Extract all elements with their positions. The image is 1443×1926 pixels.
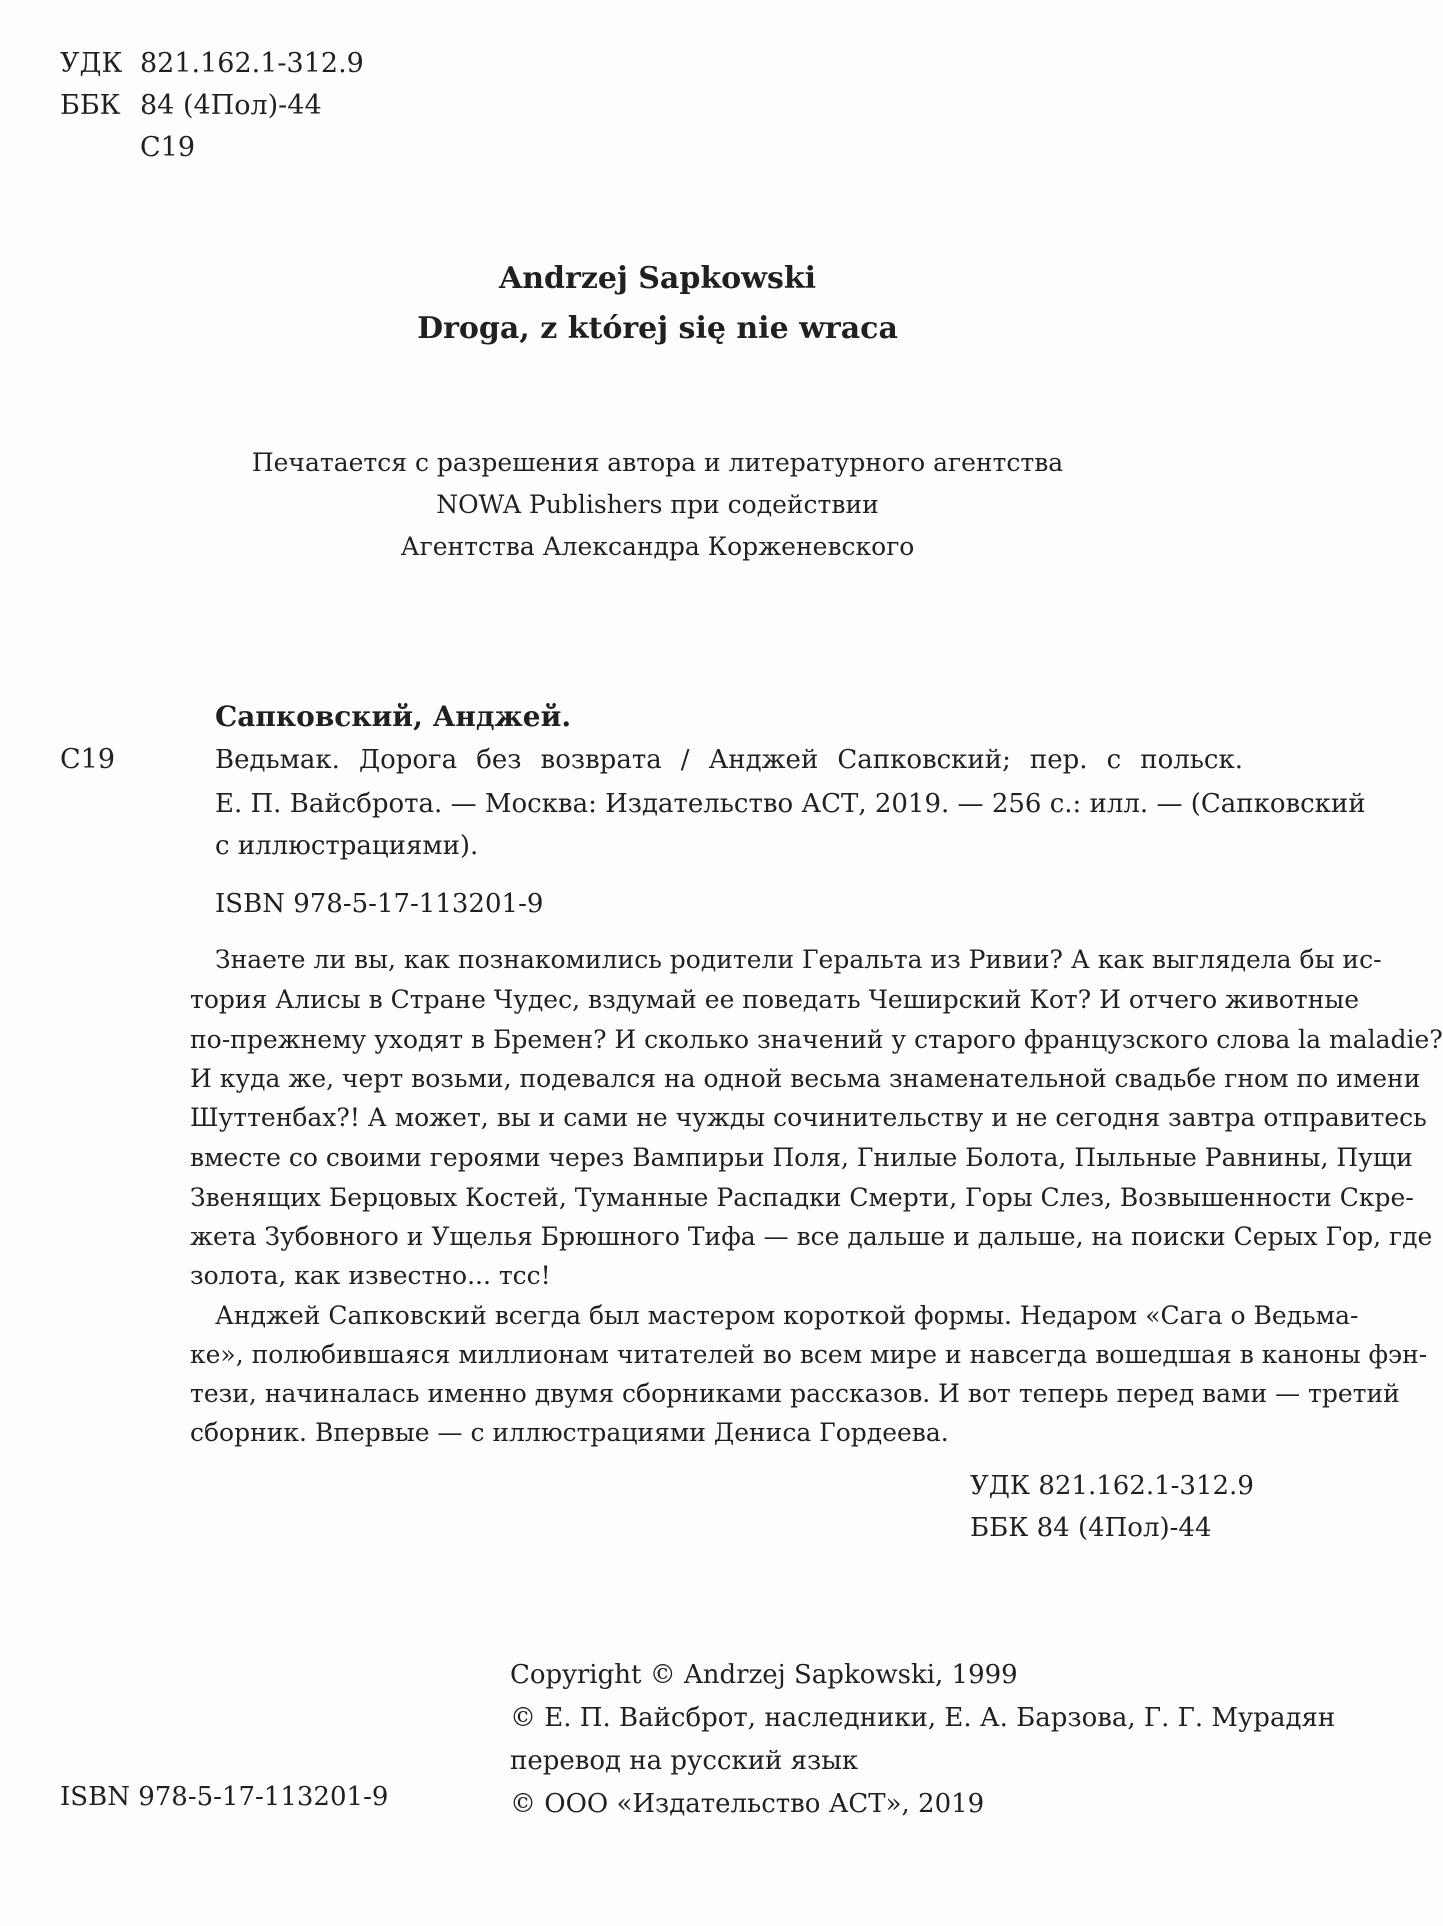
catalog-isbn: ISBN 978-5-17-113201-9 bbox=[215, 889, 544, 919]
copyright-line: © Е. П. Вайсброт, наследники, Е. А. Барзова, Г. Г. Мурадян bbox=[510, 1703, 1336, 1733]
annotation-line: вместе со своими героями через Вампирьи Поля, Гнилые Болота, Пыльные Равнины, Пущи bbox=[190, 1143, 1413, 1172]
annotation-line: по-прежнему уходят в Бремен? И сколько значений у старого французского слова la maladie? bbox=[190, 1025, 1443, 1054]
annotation-line: Знаете ли вы, как познакомились родители Геральта из Ривии? А как выглядела бы ис- bbox=[215, 945, 1382, 974]
annotation-line: тория Алисы в Стране Чудес, вздумай ее поведать Чеширский Кот? И отчего животные bbox=[190, 985, 1360, 1014]
udk-key: УДК bbox=[60, 48, 123, 79]
bbk-right: ББК 84 (4Пол)-44 bbox=[970, 1513, 1212, 1543]
copyright-line: © ООО «Издательство АСТ», 2019 bbox=[510, 1789, 985, 1819]
author-mark: С19 bbox=[140, 132, 196, 163]
permission-line-2: NOWA Publishers при содействии bbox=[436, 490, 879, 519]
catalog-author-heading: Сапковский, Анджей. bbox=[215, 700, 572, 733]
permission-line-3: Агентства Александра Корженевского bbox=[400, 532, 915, 561]
catalog-line: Е. П. Вайсброта. — Москва: Издательство АСТ, 2019. — 256 с.: илл. — (Сапковский bbox=[215, 789, 1366, 819]
annotation-line: тези, начиналась именно двумя сборниками рассказов. И вот теперь перед вами — третий bbox=[190, 1379, 1400, 1408]
isbn-bottom: ISBN 978-5-17-113201-9 bbox=[60, 1782, 389, 1812]
copyright-line: перевод на русский язык bbox=[510, 1746, 859, 1776]
annotation-line: Шуттенбах?! А может, вы и сами не чужды сочинительству и не сегодня завтра отправитесь bbox=[190, 1103, 1427, 1132]
original-title: Droga, z której się nie wraca bbox=[417, 311, 898, 346]
annotation-line: сборник. Впервые — с иллюстрациями Дениса Гордеева. bbox=[190, 1418, 949, 1447]
annotation-line: И куда же, черт возьми, подевался на одной весьма знаменательной свадьбе гном по имени bbox=[190, 1064, 1421, 1093]
copyright-line: Copyright © Andrzej Sapkowski, 1999 bbox=[510, 1660, 1018, 1690]
udk-value: 821.162.1-312.9 bbox=[140, 48, 364, 79]
original-author: Andrzej Sapkowski bbox=[498, 261, 817, 296]
catalog-line: с иллюстрациями). bbox=[215, 831, 479, 861]
permission-line-1: Печатается с разрешения автора и литературного агентства bbox=[251, 448, 1064, 477]
bbk-key: ББК bbox=[60, 90, 121, 121]
udk-right: УДК 821.162.1-312.9 bbox=[970, 1471, 1254, 1501]
annotation-line: жета Зубовного и Ущелья Брюшного Тифа — все дальше и дальше, на поиски Серых Гор, где bbox=[190, 1222, 1433, 1251]
annotation-line: золота, как известно... тсс! bbox=[190, 1261, 551, 1290]
catalog-line: Ведьмак. Дорога без возврата / Анджей Сапковский; пер. с польск. bbox=[215, 745, 1243, 775]
bbk-row bbox=[60, 86, 322, 126]
udk-row bbox=[60, 44, 364, 84]
catalog-code: С19 bbox=[60, 744, 116, 775]
annotation-line: ке», полюбившаяся миллионам читателей во всем мире и навсегда вошедшая в каноны фэн- bbox=[190, 1340, 1428, 1369]
bbk-value: 84 (4Пол)-44 bbox=[140, 90, 322, 121]
annotation-line: Анджей Сапковский всегда был мастером короткой формы. Недаром «Сага о Ведьма- bbox=[215, 1301, 1359, 1330]
author-mark-row bbox=[60, 128, 195, 168]
annotation-line: Звенящих Берцовых Костей, Туманные Распадки Смерти, Горы Слез, Возвышенности Скре- bbox=[190, 1183, 1414, 1212]
